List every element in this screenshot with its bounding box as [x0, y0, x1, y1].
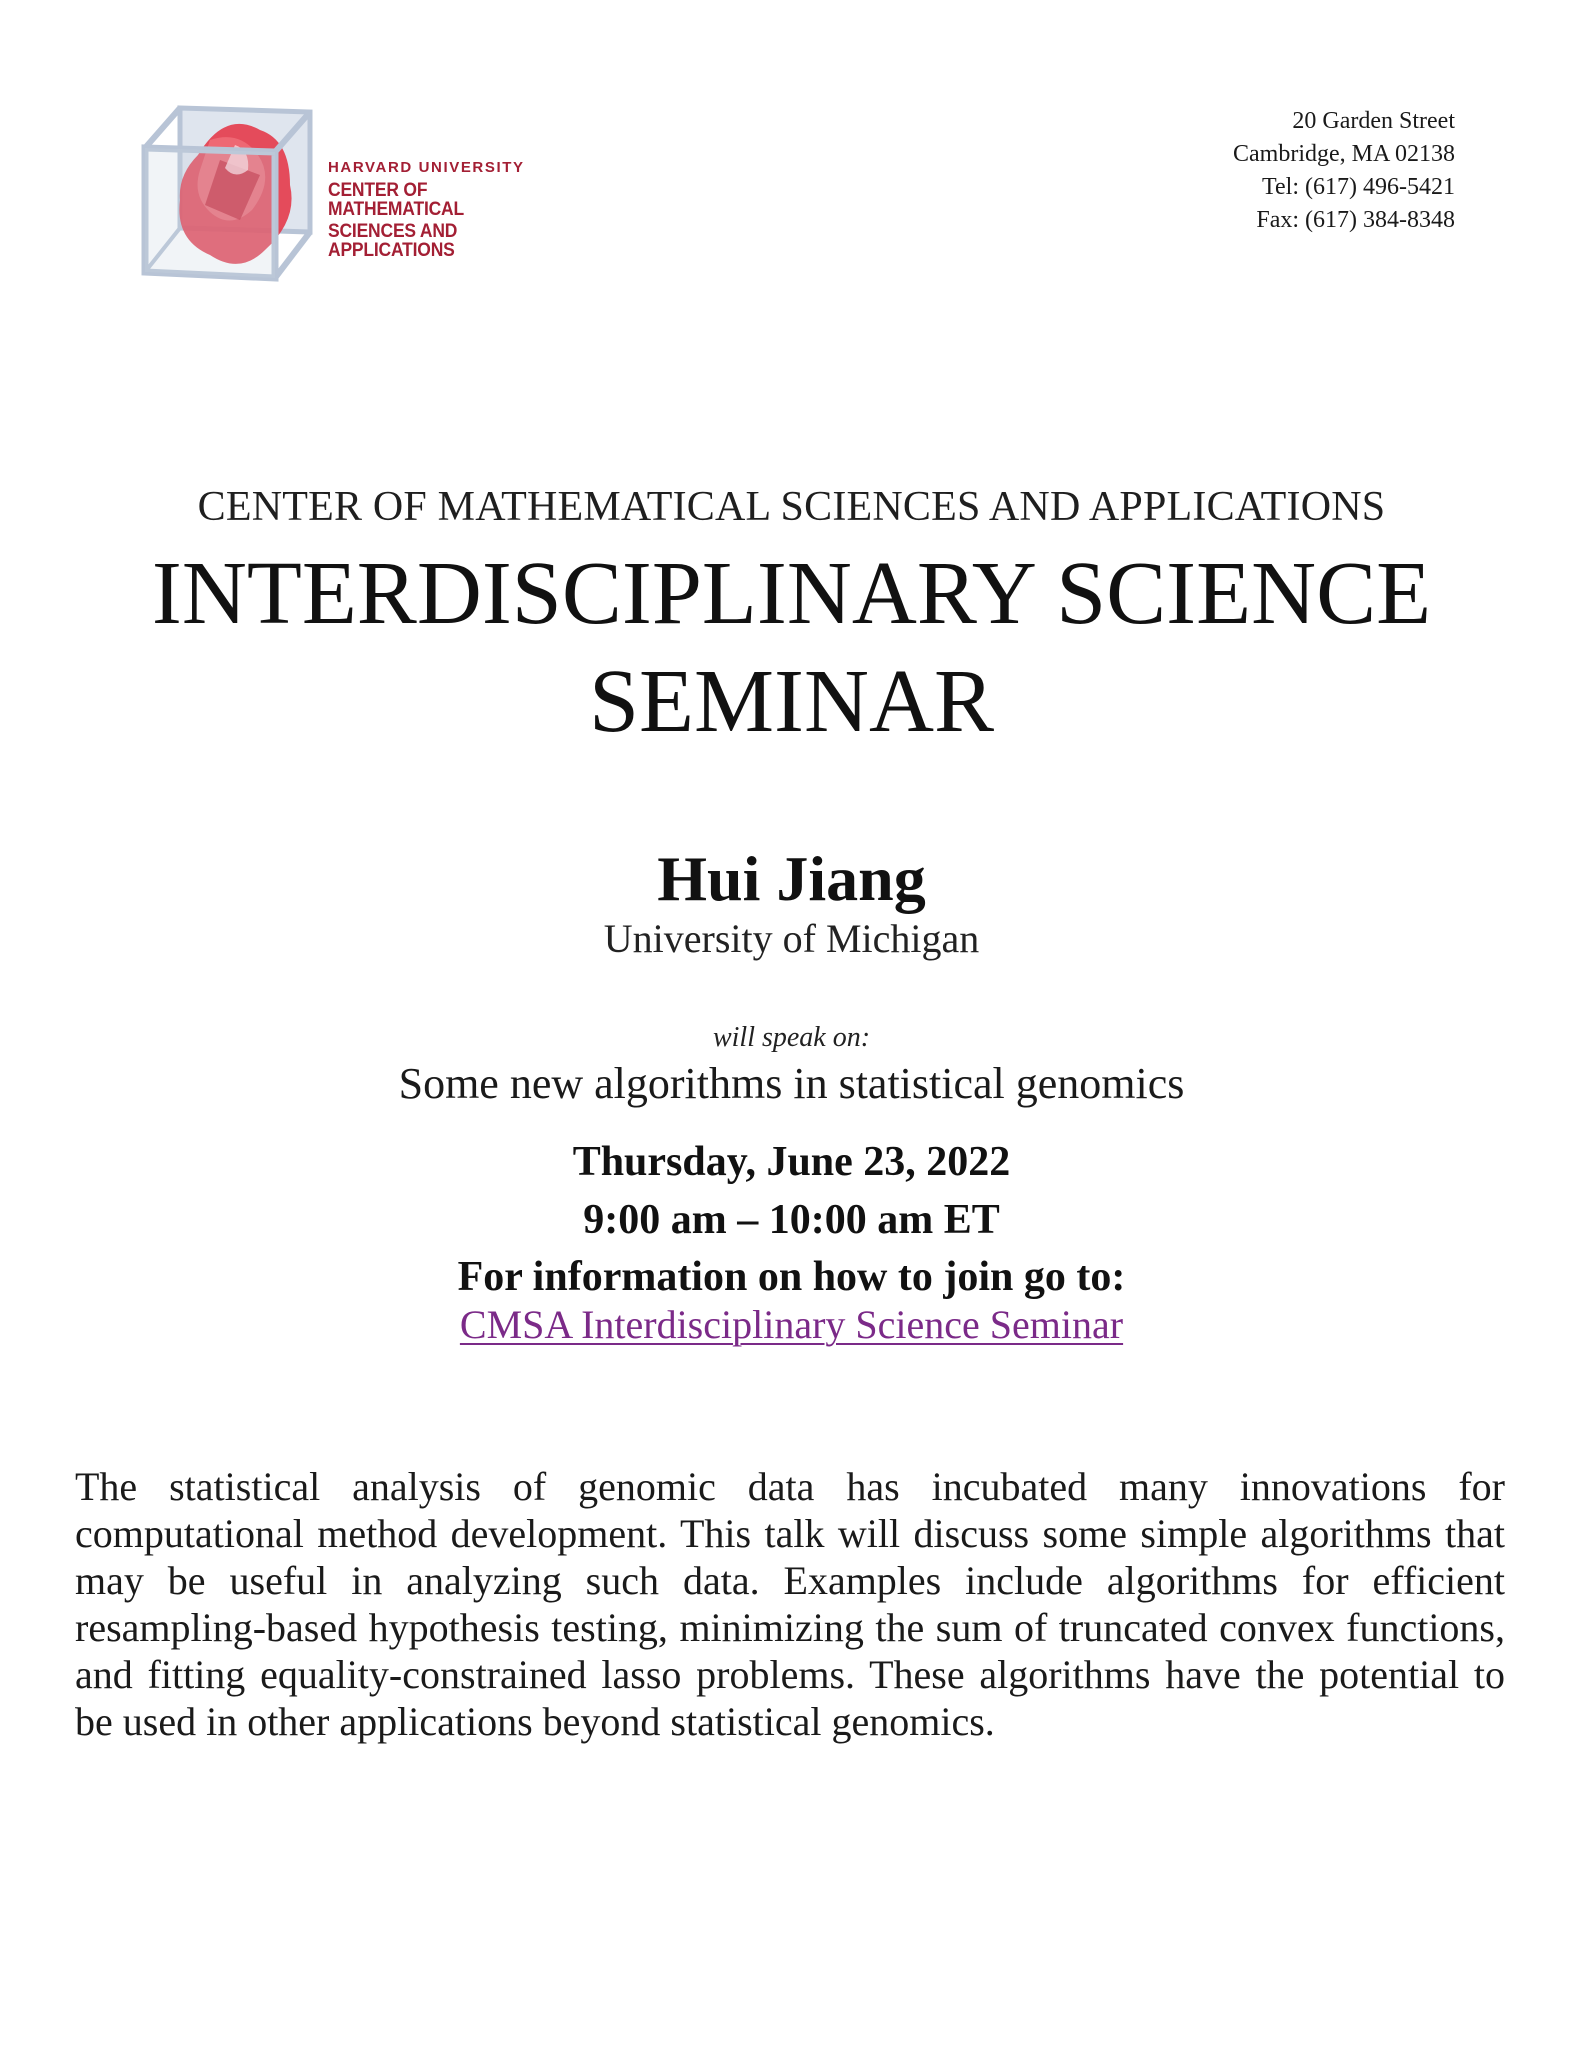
- speaker-affiliation: University of Michigan: [603, 916, 980, 961]
- seminar-link-container: [0, 1301, 1583, 1348]
- cmsa-logo: [140, 100, 580, 285]
- speaker-name: Hui Jiang: [657, 843, 926, 914]
- contact-address: [1233, 105, 1455, 237]
- address-street: 20 Garden Street: [1292, 108, 1455, 134]
- seminar-title-line2: SEMINAR: [588, 652, 995, 751]
- talk-abstract: The statistical analysis of genomic data has incubated many innovations for computational method development. This talk will discuss some simple algorithms that may be useful in analyzing such data. Examples include algorithms for efficient resampling-based hypothesis testing, minimizing the sum of truncated convex functions, and fitting equality-constrained lasso problems. These algorithms have the potential to be used in other applications beyond statistical genomics.: [75, 1464, 1505, 1744]
- logo-university: HARVARD UNIVERSITY: [328, 159, 525, 176]
- center-name-heading: CENTER OF MATHEMATICAL SCIENCES AND APPLICATIONS: [197, 484, 1386, 530]
- logo-text: [328, 160, 580, 263]
- seminar-title: [0, 540, 1583, 756]
- cube-logo-icon: [140, 100, 325, 285]
- seminar-title-line1: INTERDISCIPLINARY SCIENCE: [151, 544, 1432, 643]
- event-time: 9:00 am – 10:00 am ET: [583, 1197, 1000, 1243]
- address-fax: Fax: (617) 384-8348: [1256, 207, 1455, 233]
- address-tel: Tel: (617) 496-5421: [1262, 174, 1455, 200]
- seminar-link[interactable]: CMSA Interdisciplinary Science Seminar: [459, 1302, 1124, 1347]
- logo-center-line1: CENTER OF MATHEMATICAL: [328, 180, 464, 220]
- speak-on-label: will speak on:: [712, 1022, 871, 1053]
- address-city: Cambridge, MA 02138: [1233, 141, 1455, 167]
- event-date: Thursday, June 23, 2022: [572, 1139, 1011, 1185]
- join-prompt: For information on how to join go to:: [457, 1254, 1126, 1300]
- logo-center-line2: SCIENCES AND APPLICATIONS: [328, 221, 458, 261]
- talk-title: Some new algorithms in statistical genomics: [398, 1059, 1185, 1108]
